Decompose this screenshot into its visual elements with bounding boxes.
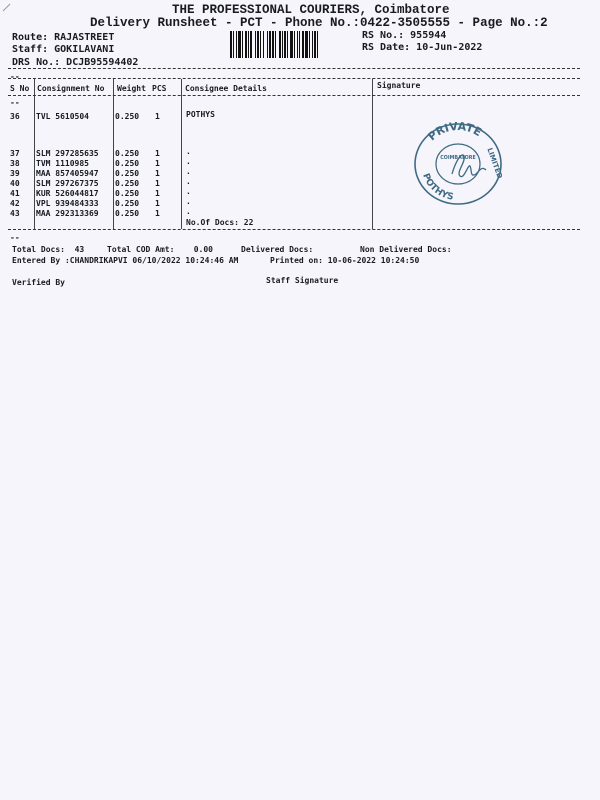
table-row-pcs: 1 — [155, 199, 160, 208]
entered-by: Entered By :CHANDRIKAPVI 06/10/2022 10:24:46 AM — [12, 256, 239, 265]
svg-text:POTHYS — [420, 172, 454, 203]
delivered-docs: Delivered Docs: — [241, 245, 314, 254]
table-row-pcs: 1 — [155, 149, 160, 158]
table-row-pcs: 1 — [155, 159, 160, 168]
rs-date: RS Date: 10-Jun-2022 — [362, 42, 483, 53]
col-header-consignee: Consignee Details — [185, 84, 267, 93]
marker-mid: -- — [10, 98, 20, 107]
no-of-docs: No.Of Docs: 22 — [186, 218, 254, 227]
verified-by: Verified By — [12, 278, 65, 287]
col-divider — [113, 79, 114, 229]
stamp-top-text: PRIVATE — [425, 122, 484, 144]
stamp-left-text: POTHYS — [420, 172, 455, 203]
table-row-weight: 0.250 — [115, 209, 140, 218]
table-row-details: . — [186, 147, 191, 156]
table-header-border — [8, 95, 580, 96]
rs-number: RS No.: 955944 — [362, 30, 447, 41]
non-delivered-docs: Non Delivered Docs: — [360, 245, 452, 254]
table-row-sno: 43 — [10, 209, 20, 218]
svg-text:PRIVATE — [425, 122, 483, 143]
table-row-consignment: MAA 857405947 — [36, 169, 99, 178]
stamp-center-text: COIMBATORE — [440, 156, 476, 161]
table-row-weight: 0.250 — [115, 149, 140, 158]
col-divider — [34, 79, 35, 229]
table-row-consignment: SLM 297267375 — [36, 179, 99, 188]
table-row-details: . — [186, 197, 191, 206]
table-row-consignment: SLM 297285635 — [36, 149, 99, 158]
table-row-weight: 0.250 — [115, 189, 140, 198]
table-row-details: . — [186, 167, 191, 176]
table-row-pcs: 1 — [155, 209, 160, 218]
table-row-pcs: 1 — [155, 189, 160, 198]
col-header-consignment: Consignment No — [37, 84, 105, 93]
total-docs: Total Docs: 43 — [12, 245, 85, 254]
table-row-weight: 0.250 — [115, 199, 140, 208]
table-row-consignment: TVM 1110985 — [36, 159, 89, 168]
corner-mark-icon — [2, 2, 12, 12]
table-row-weight: 0.250 — [115, 159, 140, 168]
company-stamp — [412, 122, 504, 206]
company-title: THE PROFESSIONAL COURIERS, Coimbatore — [172, 3, 450, 17]
marker-bottom: -- — [10, 233, 20, 242]
table-row-pcs: 1 — [155, 169, 160, 178]
table-row-details: . — [186, 207, 191, 216]
table-row-sno: 42 — [10, 199, 20, 208]
col-header-sno: S No — [10, 84, 30, 93]
table-row-sno: 36 — [10, 112, 20, 121]
table-row-sno: 38 — [10, 159, 20, 168]
route-label: Route: RAJASTREET — [12, 32, 115, 43]
table-row-details: . — [186, 177, 191, 186]
staff-signature: Staff Signature — [266, 276, 339, 285]
table-row-weight: 0.250 — [115, 169, 140, 178]
col-header-weight: Weight — [117, 84, 146, 93]
table-row-consignment: KUR 526044817 — [36, 189, 99, 198]
barcode — [230, 31, 354, 58]
runsheet-subtitle: Delivery Runsheet - PCT - Phone No.:0422-3505555 - Page No.:2 — [90, 16, 548, 30]
col-header-signature: Signature — [377, 81, 421, 90]
table-row-details: . — [186, 157, 191, 166]
header-divider — [8, 68, 580, 69]
table-top-border — [8, 78, 580, 79]
col-divider — [372, 79, 373, 229]
col-header-pcs: PCS — [152, 84, 167, 93]
table-row-weight: 0.250 — [115, 112, 140, 121]
table-row-pcs: 1 — [155, 179, 160, 188]
table-row-consignment: TVL 5610504 — [36, 112, 89, 121]
stamp-right-text: LIMITED — [485, 146, 504, 180]
table-row-sno: 39 — [10, 169, 20, 178]
table-row-details: . — [186, 187, 191, 196]
col-divider — [181, 79, 182, 229]
marker-top: -- — [10, 72, 20, 81]
table-row-details: POTHYS — [186, 110, 215, 119]
staff-label: Staff: GOKILAVANI — [12, 44, 115, 55]
table-row-sno: 40 — [10, 179, 20, 188]
table-row-sno: 37 — [10, 149, 20, 158]
printed-on: Printed on: 10-06-2022 10:24:50 — [270, 256, 420, 265]
drs-number: DRS No.: DCJB95594402 — [12, 57, 139, 68]
table-row-sno: 41 — [10, 189, 20, 198]
table-row-weight: 0.250 — [115, 179, 140, 188]
table-bottom-border — [8, 229, 580, 230]
total-cod-amount: Total COD Amt: 0.00 — [107, 245, 213, 254]
table-row-consignment: VPL 939484333 — [36, 199, 99, 208]
table-row-pcs: 1 — [155, 112, 160, 121]
table-row-consignment: MAA 292313369 — [36, 209, 99, 218]
